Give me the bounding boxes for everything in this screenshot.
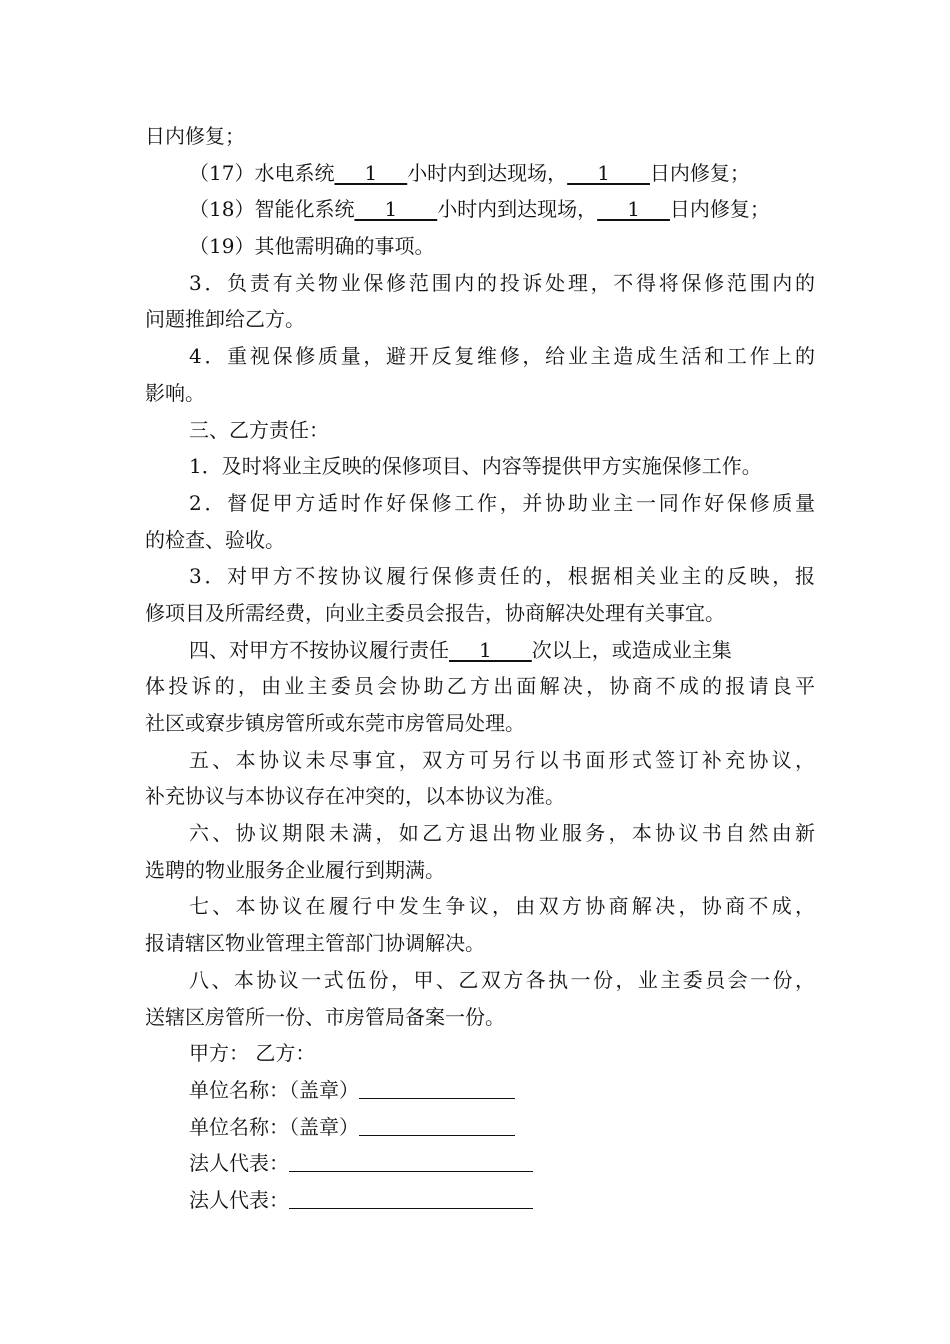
signature-blank <box>289 1188 533 1209</box>
paragraph-line: 影响。 <box>145 380 205 405</box>
paragraph-line: 3．负责有关物业保修范围内的投诉处理，不得将保修范围内的 <box>189 270 815 295</box>
line-repair-days <box>145 118 815 155</box>
agreement-text <box>145 118 815 1219</box>
signature-blank <box>289 1151 533 1172</box>
paragraph-line: 五、本协议未尽事宜，双方可另行以书面形式签订补充协议， <box>189 747 815 772</box>
paragraph-line: 社区或寮步镇房管所或东莞市房管局处理。 <box>145 711 525 735</box>
paragraph-line: 修项目及所需经费，向业主委员会报告，协商解决处理有关事宜。 <box>145 600 725 625</box>
signature-legal-rep-a: 法人代表： <box>145 1145 815 1182</box>
line-item-19: （19）其他需明确的事项。 <box>189 234 435 259</box>
paragraph-line: 送辖区房管所一份、市房管局备案一份。 <box>145 1004 505 1029</box>
blank-hours-17: ___1___ <box>334 160 408 185</box>
signature-blank <box>359 1078 515 1099</box>
paragraph-line: 八、本协议一式伍份，甲、乙双方各执一份，业主委员会一份， <box>189 967 815 992</box>
line-item-17: （17）水电系统___1___小时内到达现场，___1____日内修复； <box>189 160 750 185</box>
section-heading-party-b: 三、乙方责任： <box>189 417 329 442</box>
signature-parties: 甲方： 乙方： <box>189 1041 316 1066</box>
paragraph-line: 六、协议期限未满，如乙方退出物业服务，本协议书自然由新 <box>189 821 815 846</box>
signature-unit-name-a: 单位名称：（盖章） <box>145 1072 815 1109</box>
paragraph-line: 的检查、验收。 <box>145 527 285 552</box>
signature-unit-name-b: 单位名称：（盖章） <box>145 1109 815 1146</box>
paragraph-line: 补充协议与本协议存在冲突的，以本协议为准。 <box>145 784 565 809</box>
signature-blank <box>359 1115 515 1136</box>
paragraph-line: 报请辖区物业管理主管部门协调解决。 <box>145 931 485 956</box>
paragraph-line: 2．督促甲方适时作好保修工作，并协助业主一同作好保修质量 <box>189 490 815 515</box>
blank-times: ___1____ <box>449 637 532 662</box>
blank-hours-18: ___1____ <box>354 197 438 222</box>
line-text: 日内修复； <box>145 124 245 148</box>
paragraph-line: 体投诉的，由业主委员会协助乙方出面解决，协商不成的报请良平 <box>145 674 815 699</box>
paragraph-line: 1．及时将业主反映的保修项目、内容等提供甲方实施保修工作。 <box>189 454 762 479</box>
blank-days-17: ___1____ <box>567 160 650 185</box>
paragraph-line: 问题推卸给乙方。 <box>145 307 305 332</box>
paragraph-line: 选聘的物业服务企业履行到期满。 <box>145 857 445 882</box>
section-four-line: 四、对甲方不按协议履行责任___1____次以上，或造成业主集 <box>189 637 732 662</box>
line-item-18: （18）智能化系统___1____小时内到达现场，___1___日内修复； <box>189 197 770 222</box>
paragraph-line: 4．重视保修质量，避开反复维修，给业主造成生活和工作上的 <box>189 344 815 369</box>
signature-legal-rep-b: 法人代表： <box>145 1182 815 1219</box>
blank-days-18: ___1___ <box>597 197 670 222</box>
paragraph-line: 七、本协议在履行中发生争议，由双方协商解决，协商不成， <box>189 894 815 919</box>
paragraph-line: 3．对甲方不按协议履行保修责任的，根据相关业主的反映，报 <box>189 564 815 589</box>
